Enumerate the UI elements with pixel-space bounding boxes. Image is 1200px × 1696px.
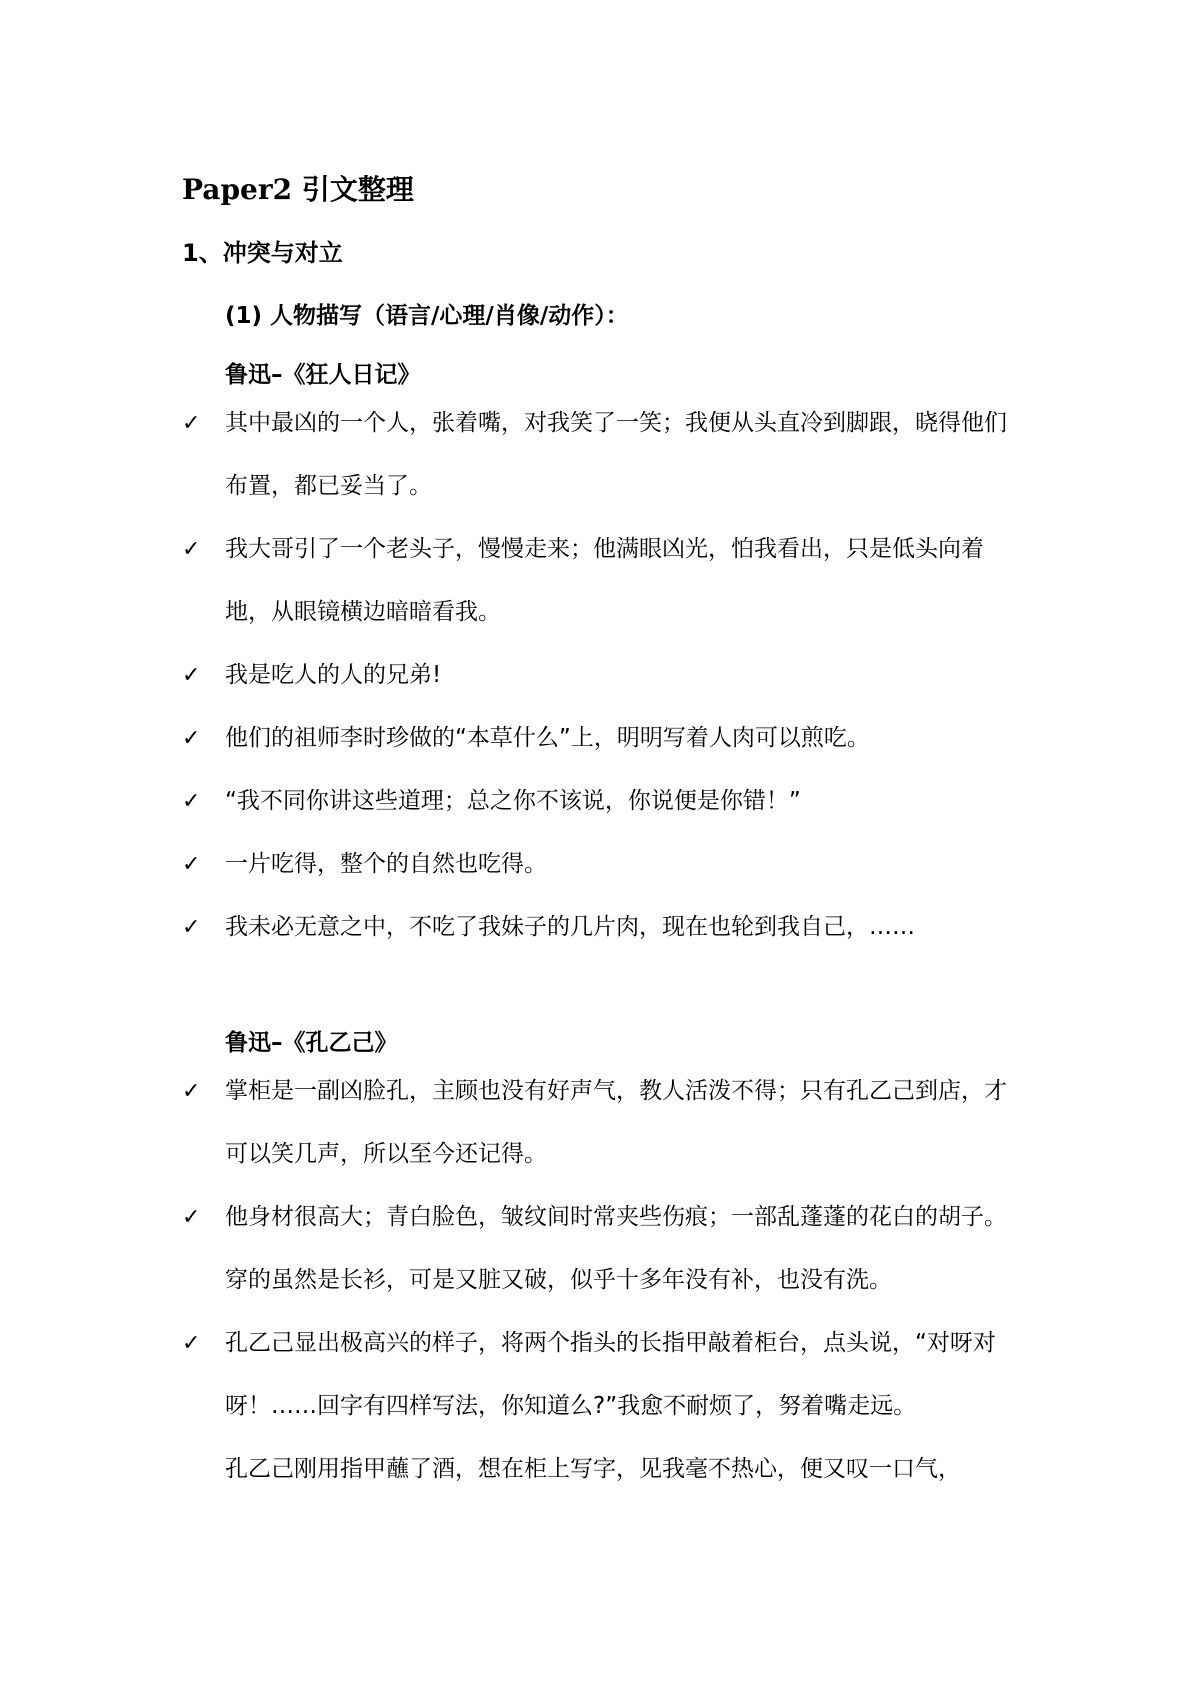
check-icon: ✓ [182,663,201,688]
quote-item [182,518,1042,644]
quote-continuation: 孔乙己刚用指甲蘸了酒，想在柜上写字，见我毫不热心，便又叹一口气， [225,1456,961,1482]
section-heading: 1、冲突与对立 [182,239,343,267]
subsection-heading: (1) 人物描写（语言/心理/肖像/动作）： [225,303,629,329]
quote-text: 其中最凶的一个人，张着嘴，对我笑了一笑；我便从头直冷到脚跟，晓得他们布置，都已妥当了。 [225,410,1007,499]
quote-item [182,1060,1042,1186]
quote-text: 掌柜是一副凶脸孔，主顾也没有好声气，教人活泼不得；只有孔乙己到店，才可以笑几声，所以至今还记得。 [225,1078,1007,1167]
work-heading-kuangren-riji: 鲁迅–《狂人日记》 [225,362,421,388]
quote-item [182,1312,1042,1438]
quote-text: 我大哥引了一个老头子，慢慢走来；他满眼凶光，怕我看出，只是低头向着地，从眼镜横边暗暗看我。 [225,536,984,625]
quote-item [182,770,1042,833]
quote-text: 他身材很高大；青白脸色，皱纹间时常夹些伤痕；一部乱蓬蓬的花白的胡子。穿的虽然是长衫，可是又脏又破，似乎十多年没有补，也没有洗。 [225,1204,1007,1293]
quote-text: “我不同你讲这些道理；总之你不该说，你说便是你错！” [225,788,801,814]
quote-item [182,707,1042,770]
check-icon: ✓ [182,1331,201,1356]
quote-item [182,833,1042,896]
quote-list-kong-yiji [182,1060,1042,1438]
check-icon: ✓ [182,852,201,877]
quote-list-kuangren-riji [182,392,1042,959]
check-icon: ✓ [182,1079,201,1104]
check-icon: ✓ [182,789,201,814]
quote-text: 一片吃得，整个的自然也吃得。 [225,851,547,877]
quote-text: 他们的祖师李时珍做的“本草什么”上，明明写着人肉可以煎吃。 [225,725,870,751]
check-icon: ✓ [182,411,201,436]
document-title: Paper2 引文整理 [182,173,414,206]
check-icon: ✓ [182,1205,201,1230]
check-icon: ✓ [182,537,201,562]
check-icon: ✓ [182,915,201,940]
quote-text: 孔乙己显出极高兴的样子，将两个指头的长指甲敲着柜台，点头说，“对呀对呀！……回字有四样写法，你知道么?”我愈不耐烦了，努着嘴走远。 [225,1330,996,1419]
quote-text: 我是吃人的人的兄弟! [225,662,442,688]
quote-item [182,644,1042,707]
quote-item [182,896,1042,959]
check-icon: ✓ [182,726,201,751]
quote-item [182,1186,1042,1312]
quote-text: 我未必无意之中，不吃了我妹子的几片肉，现在也轮到我自己，…… [225,914,915,940]
work-heading-kong-yiji: 鲁迅–《孔乙己》 [225,1030,398,1056]
quote-item [182,392,1042,518]
